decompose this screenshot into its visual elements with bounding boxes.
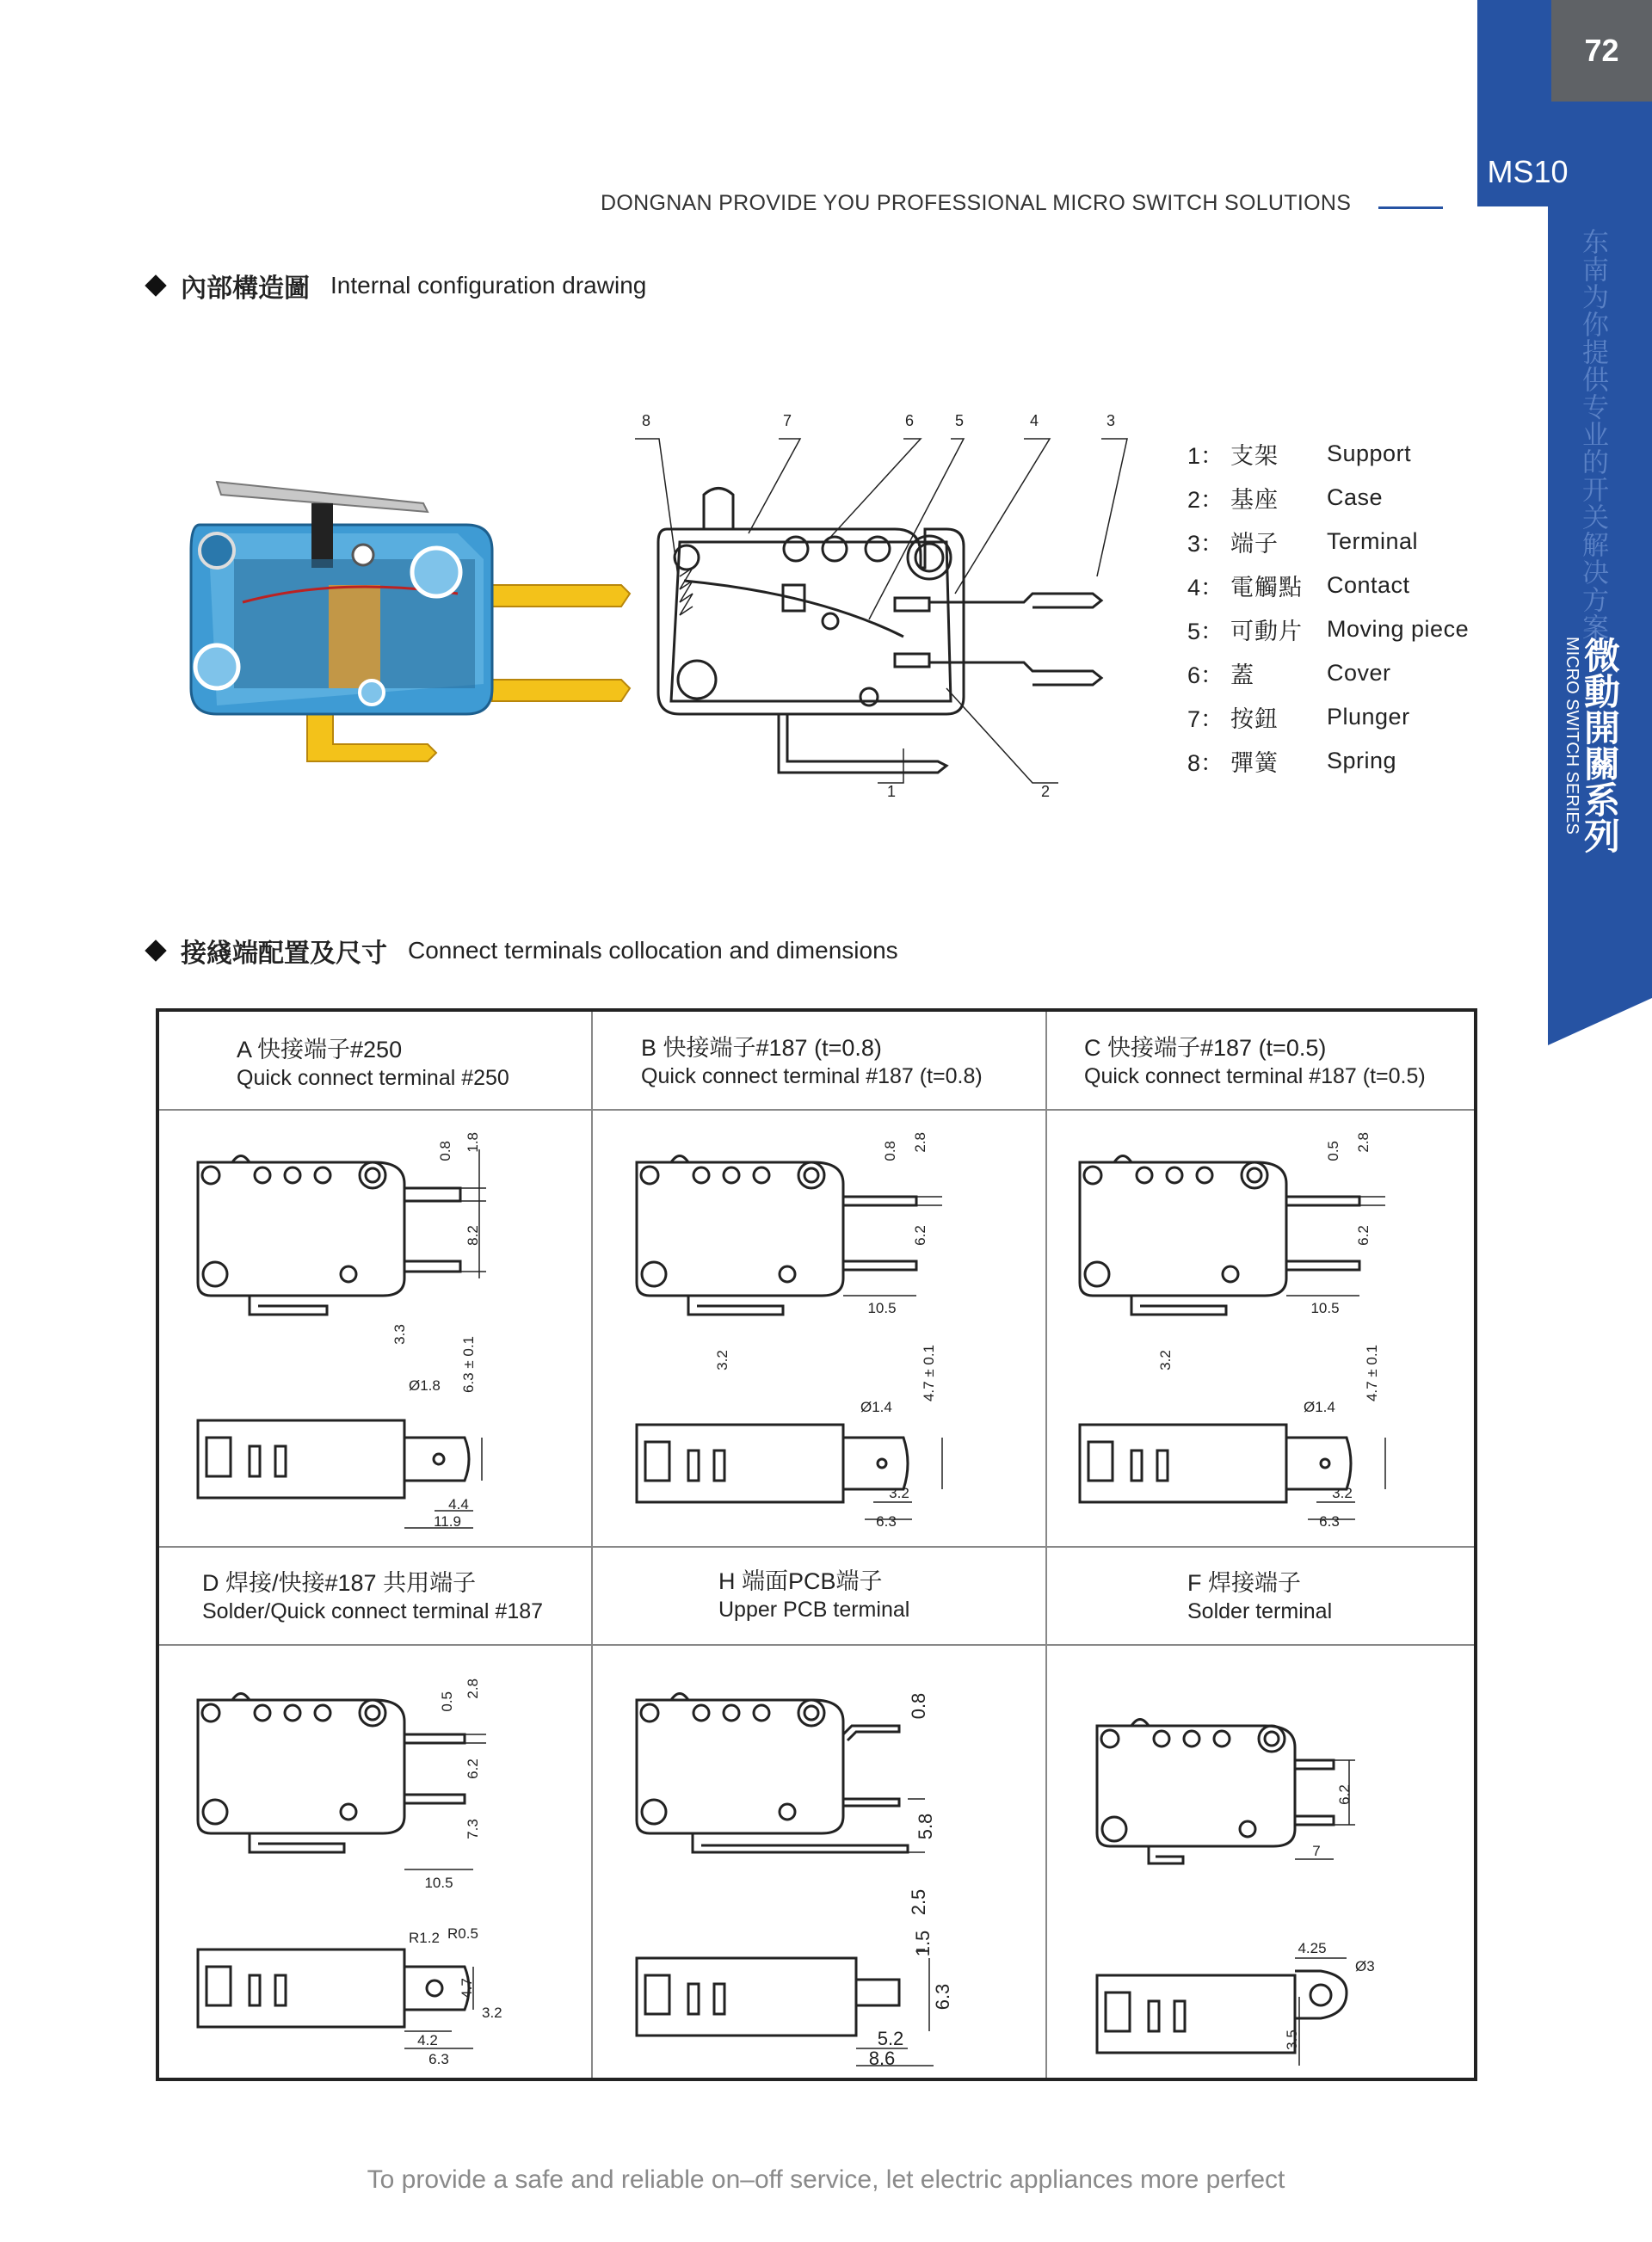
diamond-bullet-icon (145, 939, 166, 961)
model-label: MS10 (1487, 154, 1569, 189)
terminal-h-drawing (615, 1653, 1037, 2074)
svg-text:2.5: 2.5 (908, 1888, 929, 1916)
svg-text:7.3: 7.3 (465, 1819, 481, 1839)
svg-text:6.2: 6.2 (1355, 1225, 1372, 1246)
callout-1: 1 (887, 783, 897, 800)
svg-text:0.5: 0.5 (439, 1691, 455, 1712)
callout-6: 6 (905, 412, 915, 429)
section-title-en: Connect terminals collocation and dimensions (408, 937, 898, 964)
svg-text:0.8: 0.8 (437, 1141, 453, 1161)
svg-text:10.5: 10.5 (1310, 1300, 1340, 1316)
parts-legend (1187, 432, 1469, 783)
terminal-d-header: D 焊接/快接#187 共用端子 Solder/Quick connect terminal #187 (202, 1570, 544, 1623)
svg-text:3.2: 3.2 (714, 1350, 730, 1370)
svg-text:10.5: 10.5 (867, 1300, 897, 1316)
svg-text:Ø1.4: Ø1.4 (1304, 1399, 1335, 1415)
legend-row: 1： 支架 Support (1187, 440, 1412, 469)
legend-row: 6： 蓋 Cover (1187, 660, 1391, 688)
svg-text:7: 7 (1312, 1843, 1321, 1859)
callout-5: 5 (955, 412, 965, 429)
svg-text:6.3: 6.3 (876, 1513, 897, 1530)
svg-text:R0.5: R0.5 (447, 1925, 478, 1942)
svg-text:1.5: 1.5 (912, 1930, 934, 1957)
terminal-h-header: H 端面PCB端子 Upper PCB terminal (718, 1568, 910, 1622)
svg-text:8.2: 8.2 (465, 1225, 481, 1246)
svg-text:0.8: 0.8 (882, 1141, 898, 1161)
terminal-f-drawing (1058, 1653, 1471, 2074)
section-title-cn: 內部構造圖 (181, 274, 310, 303)
section-title-cn: 接綫端配置及尺寸 (181, 939, 387, 968)
svg-text:5.2: 5.2 (877, 2028, 904, 2049)
svg-text:4.7 ± 0.1: 4.7 ± 0.1 (1364, 1344, 1380, 1402)
svg-text:2.8: 2.8 (465, 1678, 481, 1699)
svg-text:R1.2: R1.2 (409, 1930, 440, 1946)
terminal-f-header: F 焊接端子 Solder terminal (1187, 1570, 1333, 1623)
svg-text:0.5: 0.5 (1325, 1141, 1341, 1161)
svg-text:3.2: 3.2 (482, 2005, 502, 2021)
svg-text:2.8: 2.8 (912, 1132, 928, 1153)
diamond-bullet-icon (145, 274, 166, 296)
svg-text:6.3: 6.3 (1319, 1513, 1340, 1530)
header-rule (1378, 206, 1443, 209)
svg-text:Ø1.4: Ø1.4 (860, 1399, 892, 1415)
vertical-slogan: 东南为你提供专业的开关解决方案 (1578, 228, 1608, 641)
internal-cross-section (620, 404, 1170, 817)
terminal-b-header: B 快接端子#187 (t=0.8) Quick connect terminal #187 (t=0.8) (641, 1035, 983, 1088)
svg-text:4.7 ± 0.1: 4.7 ± 0.1 (921, 1344, 937, 1402)
legend-row: 2： 基座 Case (1187, 484, 1384, 513)
svg-text:6.2: 6.2 (912, 1225, 928, 1246)
callout-7: 7 (783, 412, 792, 429)
svg-text:6.3 ± 0.1: 6.3 ± 0.1 (460, 1335, 477, 1394)
terminal-a-drawing (176, 1115, 581, 1541)
svg-text:10.5: 10.5 (424, 1875, 453, 1891)
section-title-en: Internal configuration drawing (330, 272, 647, 299)
svg-text:6.3: 6.3 (428, 2051, 449, 2067)
callout-2: 2 (1041, 783, 1051, 800)
svg-text:Ø1.8: Ø1.8 (409, 1377, 441, 1394)
terminal-d-drawing (176, 1653, 581, 2074)
callout-4: 4 (1030, 412, 1039, 429)
svg-text:6.3: 6.3 (932, 1983, 953, 2011)
footer-slogan: To provide a safe and reliable on–off service, let electric appliances more perfect (367, 2165, 1285, 2194)
svg-text:Ø3: Ø3 (1355, 1958, 1375, 1974)
svg-text:3.2: 3.2 (1332, 1485, 1353, 1501)
svg-text:6.2: 6.2 (1336, 1784, 1353, 1805)
svg-text:4.4: 4.4 (448, 1496, 469, 1512)
series-en: MICRO SWITCH SERIES (1563, 637, 1581, 835)
svg-text:6.2: 6.2 (465, 1758, 481, 1779)
svg-text:3.2: 3.2 (889, 1485, 909, 1501)
terminal-b-drawing (615, 1115, 1037, 1541)
svg-text:11.9: 11.9 (434, 1513, 461, 1530)
svg-text:5.8: 5.8 (915, 1813, 936, 1840)
svg-text:3.3: 3.3 (391, 1324, 408, 1345)
svg-text:3.5: 3.5 (1284, 2030, 1300, 2050)
legend-row: 8： 彈簧 Spring (1187, 748, 1397, 776)
svg-text:0.8: 0.8 (908, 1692, 929, 1720)
callout-8: 8 (642, 412, 651, 429)
svg-text:1.8: 1.8 (465, 1132, 481, 1153)
legend-row: 4： 電觸點 Contact (1187, 572, 1410, 601)
page-number: 72 (1551, 0, 1652, 102)
header-tagline: DONGNAN PROVIDE YOU PROFESSIONAL MICRO SWITCH SOLUTIONS (601, 191, 1352, 215)
svg-text:3.2: 3.2 (1157, 1350, 1174, 1370)
svg-text:2.8: 2.8 (1355, 1132, 1372, 1153)
callout-3: 3 (1106, 412, 1116, 429)
series-cn: 微動開關系列 (1580, 637, 1620, 853)
legend-row: 5： 可動片 Moving piece (1187, 616, 1470, 644)
section-terminals-title (148, 932, 898, 970)
terminal-c-drawing (1058, 1115, 1471, 1541)
svg-text:4.7: 4.7 (459, 1978, 475, 1999)
legend-row: 3： 端子 Terminal (1187, 528, 1419, 557)
terminal-c-header: C 快接端子#187 (t=0.5) Quick connect terminal #187 (t=0.5) (1084, 1035, 1426, 1088)
terminal-table (156, 1008, 1477, 2081)
section-internal-title (148, 267, 646, 305)
svg-text:4.25: 4.25 (1298, 1940, 1327, 1956)
svg-text:4.2: 4.2 (417, 2032, 438, 2048)
svg-text:8.6: 8.6 (868, 2048, 896, 2069)
terminal-a-header: A 快接端子#250 Quick connect terminal #250 (237, 1037, 509, 1090)
switch-3d-render (182, 465, 638, 774)
legend-row: 7： 按鈕 Plunger (1187, 704, 1410, 732)
